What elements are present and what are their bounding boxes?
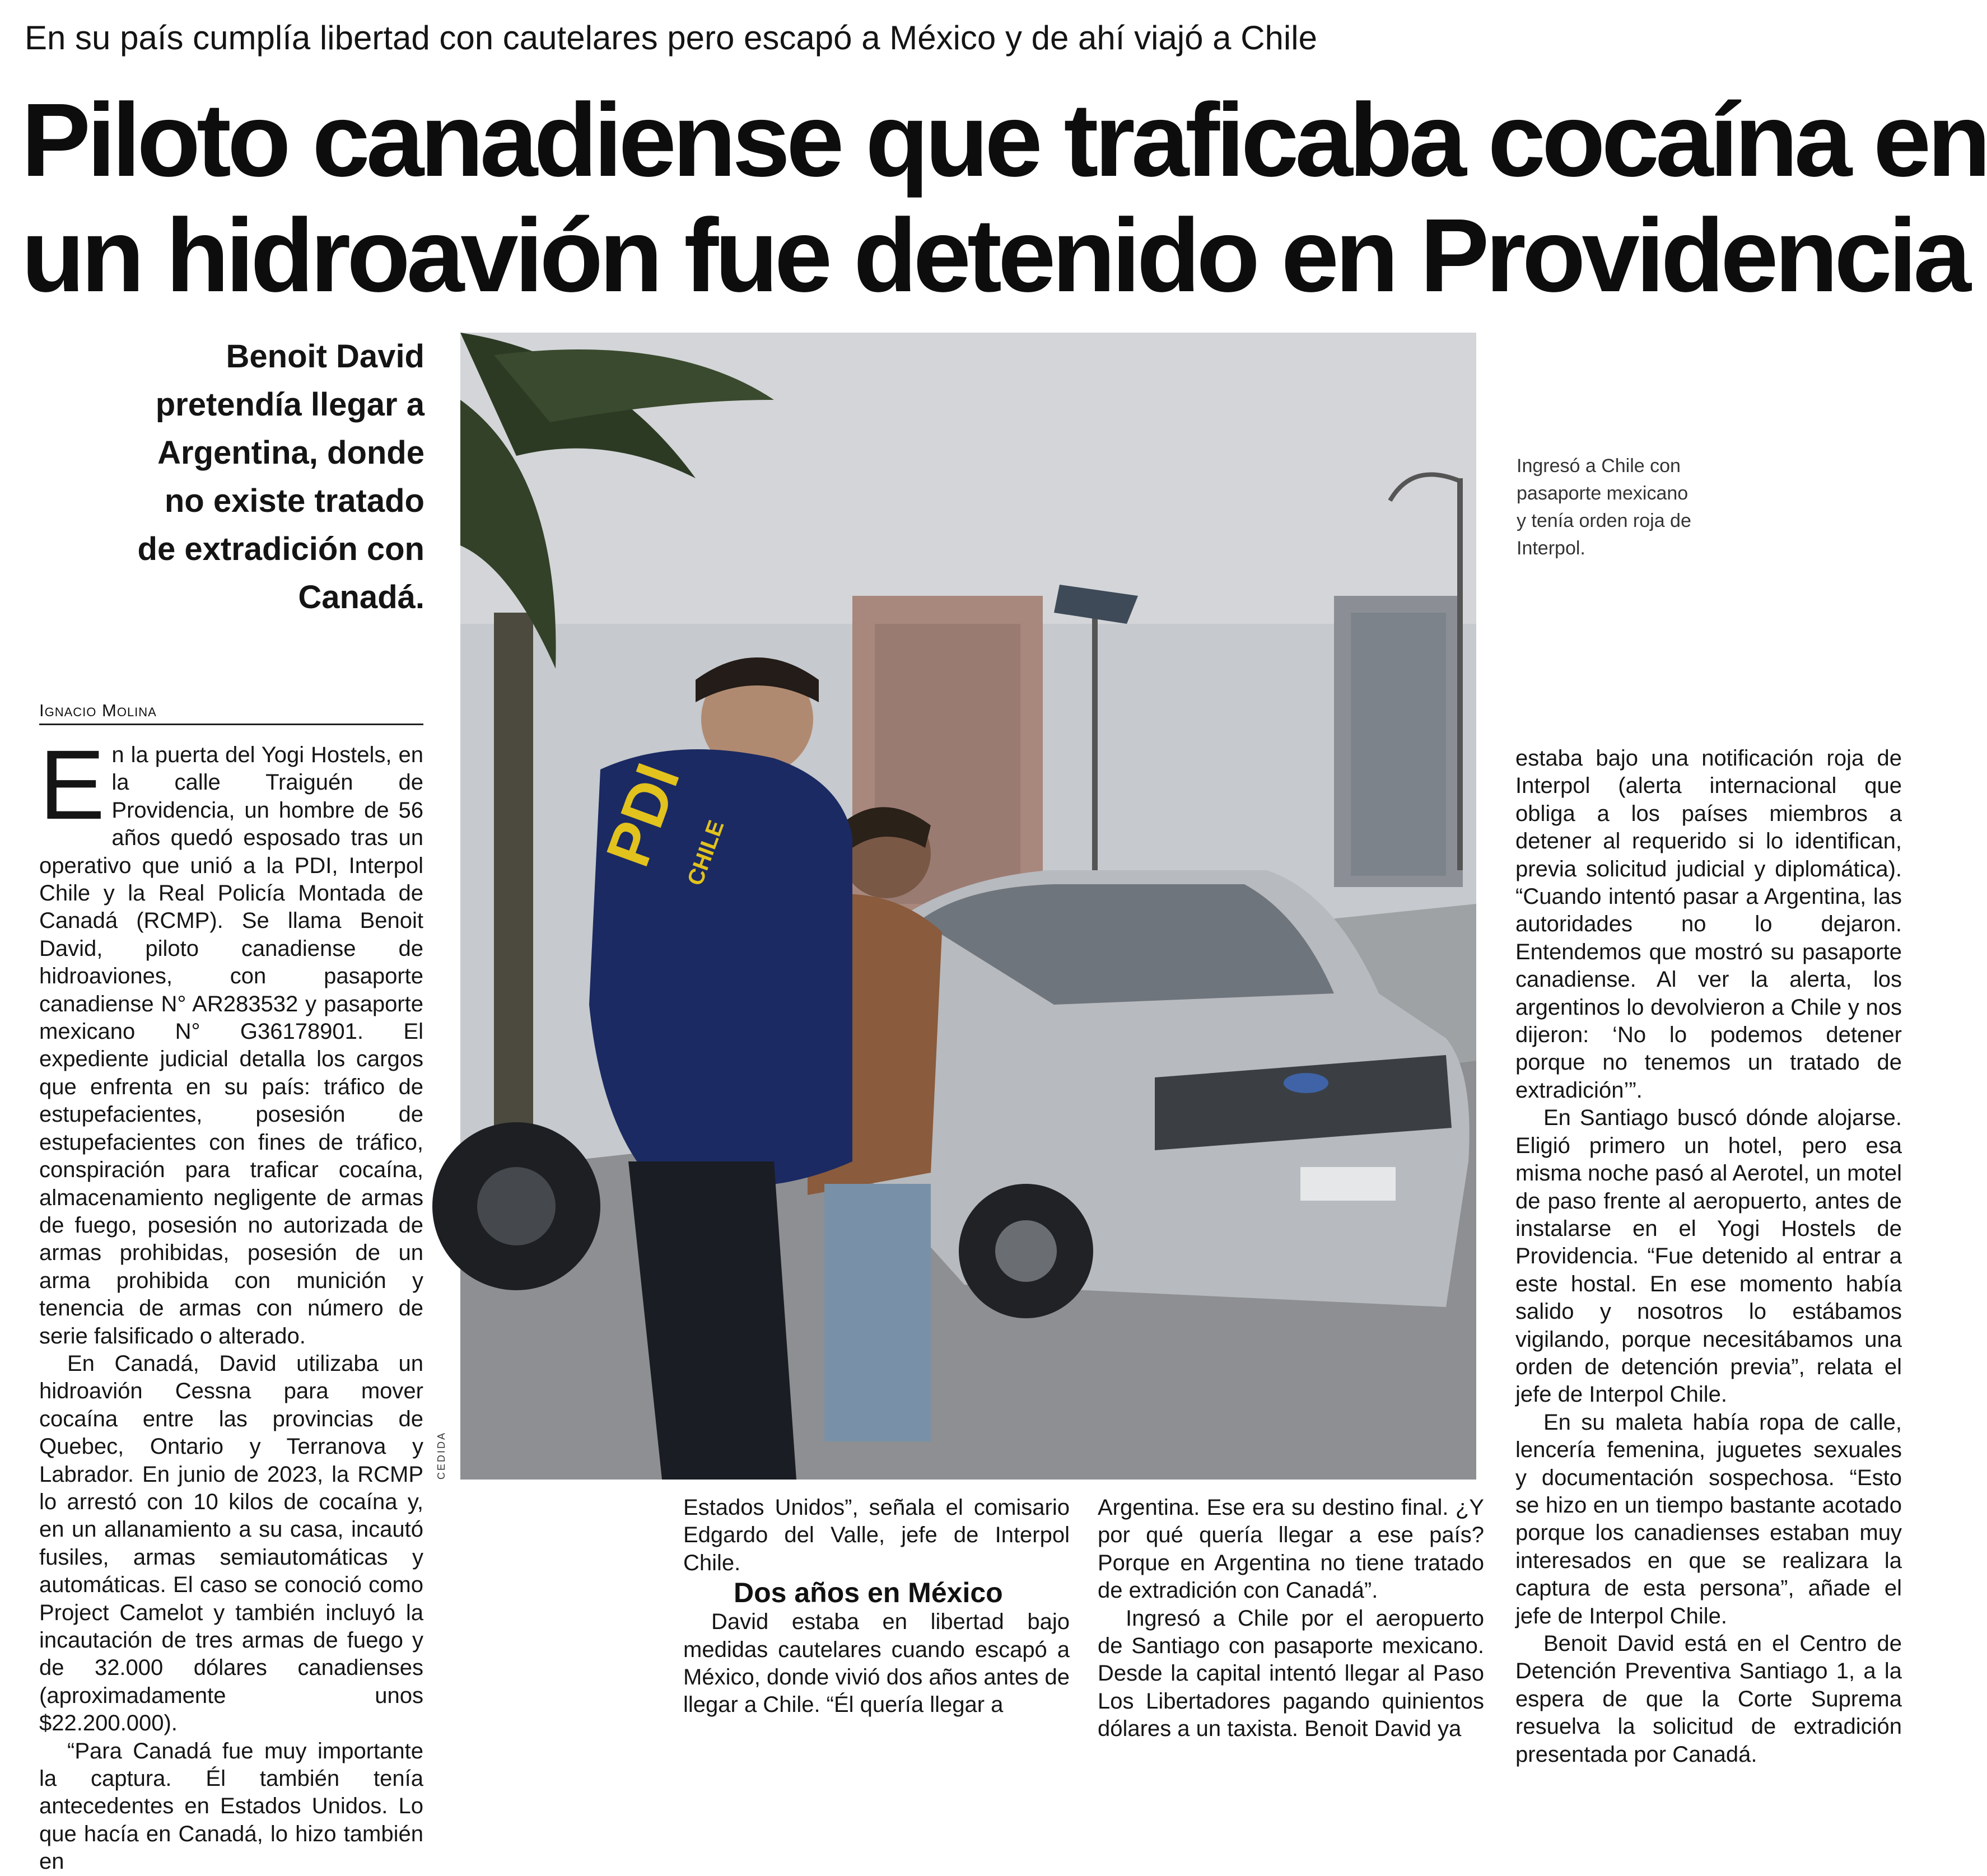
headline-line-1: Piloto canadiense que traficaba cocaína en xyxy=(21,82,1987,198)
article-paragraph: En Santiago buscó dónde alojarse. Eligió primero un hotel, pero esa misma noche pasó al Aerotel, un motel de paso frente al aeropuerto, antes de instalarse en el Yogi Hostels de Providencia. “Fue detenido al entrar a este hostal. En ese momento había salido y nosotros lo estábamos vigilando, porque necesitábamos una orden de detención previa”, relata el jefe de Interpol Chile. xyxy=(1515,1105,1902,1407)
article-paragraph: Benoit David está en el Centro de Detención Preventiva Santiago 1, a la espera de que la Corte Suprema resuelva la solicitud de extradición presentada por Canadá. xyxy=(1515,1631,1902,1767)
article-paragraph: Estados Unidos”, señala el comisario Edgardo del Valle, jefe de Interpol Chile. xyxy=(683,1495,1070,1575)
photo-credit: CEDIDA xyxy=(436,1431,447,1480)
deck-line: de extradición con xyxy=(137,531,425,567)
car-badge xyxy=(1284,1073,1328,1093)
arrest-scene-illustration xyxy=(460,333,1476,1480)
article-paragraph: En la puerta del Yogi Hostels, en la calle Traiguén de Providencia, un hombre de 56 años quedó esposado tras un operativo que unió a la PDI, Interpol Chile y la Real Policía Montada de Canadá (RCMP). Se llama Benoit David, piloto canadiense de hidroaviones, con pasaporte canadiense N° AR283532 y pasaporte mexicano N° G36178901. El expediente judicial detalla los cargos que enfrenta en su país: tráfico de estupefacientes, posesión de estupefacientes con fines de tráfico, conspiración para traficar cocaína, almacenamiento negligente de armas de fuego, posesión no autorizada de armas prohibidas, posesión de un arma prohibida con munición y tenencia de armas con número de serie falsificado o alterado. xyxy=(39,730,423,1348)
deck-line: no existe tratado xyxy=(164,483,425,519)
kicker: En su país cumplía libertad con cautelares pero escapó a México y de ahí viajó a Chile xyxy=(25,19,1317,57)
deck-line: Canadá. xyxy=(298,579,425,615)
headline-line-2: un hidroavión fue detenido en Providencia xyxy=(21,198,1967,314)
section-subhead: Dos años en México xyxy=(734,1577,1003,1609)
article-paragraph: “Para Canadá fue muy importante la captura. Él también tenía antecedentes en Estados Unidos. Lo que hacía en Canadá, lo hizo también en xyxy=(39,1738,423,1874)
article-paragraph: Argentina. Ese era su destino final. ¿Y por qué quería llegar a ese país? Porque en Argentina no tiene tratado de extradición con Canadá”. xyxy=(1098,1495,1484,1603)
article-paragraph: David estaba en libertad bajo medidas cautelares cuando escapó a México, donde vivió dos años antes de llegar a Chile. “Él quería llegar a xyxy=(683,1609,1070,1718)
photo-caption: Ingresó a Chile con pasaporte mexicano y tenía orden roja de Interpol. xyxy=(1517,455,1691,559)
article-paragraph: estaba bajo una notificación roja de Interpol (alerta internacional que obliga a los países miembros a detener al requerido si lo identifican, previa solicitud judicial y diplomática). “Cuando intentó pasar a Argentina, las autoridades no lo dejaron. Entendemos que mostró su pasaporte canadiense. Al ver la alerta, los argentinos lo devolvieron a Chile y nos dijeron: ‘No lo podemos detener porque no tenemos un tratado de extradición’”. xyxy=(1515,746,1902,1103)
jacket-text-chile: CHILE xyxy=(683,817,729,889)
byline: Ignacio Molina xyxy=(39,698,423,725)
deck xyxy=(73,333,425,622)
deck-line: Benoit David xyxy=(226,338,425,375)
article-column-2 xyxy=(683,1494,1070,1774)
license-plate xyxy=(1300,1167,1396,1201)
deck-line: pretendía llegar a xyxy=(155,386,425,423)
article-column-3 xyxy=(1098,1494,1484,1774)
drop-cap: E xyxy=(39,730,105,840)
news-photo xyxy=(460,333,1476,1480)
article-paragraph: En Canadá, David utilizaba un hidroavión Cessna para mover cocaína entre las provincias de Quebec, Ontario y Terranova y Labrador. En junio de 2023, la RCMP lo arrestó con 10 kilos de cocaína y, en un allanamiento a su casa, incautó fusiles, armas semiautomáticas y automáticas. El caso se conoció como Project Camelot y también incluyó la incautación de tres armas de fuego y de 32.000 dólares canadienses (aproximadamente unos $22.200.000). xyxy=(39,1351,423,1736)
article-column-1 xyxy=(39,730,423,1874)
article-paragraph: Ingresó a Chile por el aeropuerto de Santiago con pasaporte mexicano. Desde la capital intentó llegar al Paso Los Libertadores pagando quinientos dólares a un taxista. Benoit David ya xyxy=(1098,1606,1484,1742)
headline xyxy=(21,82,1987,314)
article-paragraph: En su maleta había ropa de calle, lencería femenina, juguetes sexuales y documentación sospechosa. “Esto se hizo en un tiempo bastante acotado porque los canadienses estaban muy interesados en que se realizara la captura de esta persona”, añade el jefe de Interpol Chile. xyxy=(1515,1410,1902,1628)
deck-line: Argentina, donde xyxy=(157,435,425,471)
jeans xyxy=(824,1184,931,1441)
jacket-text-pdi: PDI xyxy=(593,754,693,875)
article-column-4 xyxy=(1515,745,1902,1775)
